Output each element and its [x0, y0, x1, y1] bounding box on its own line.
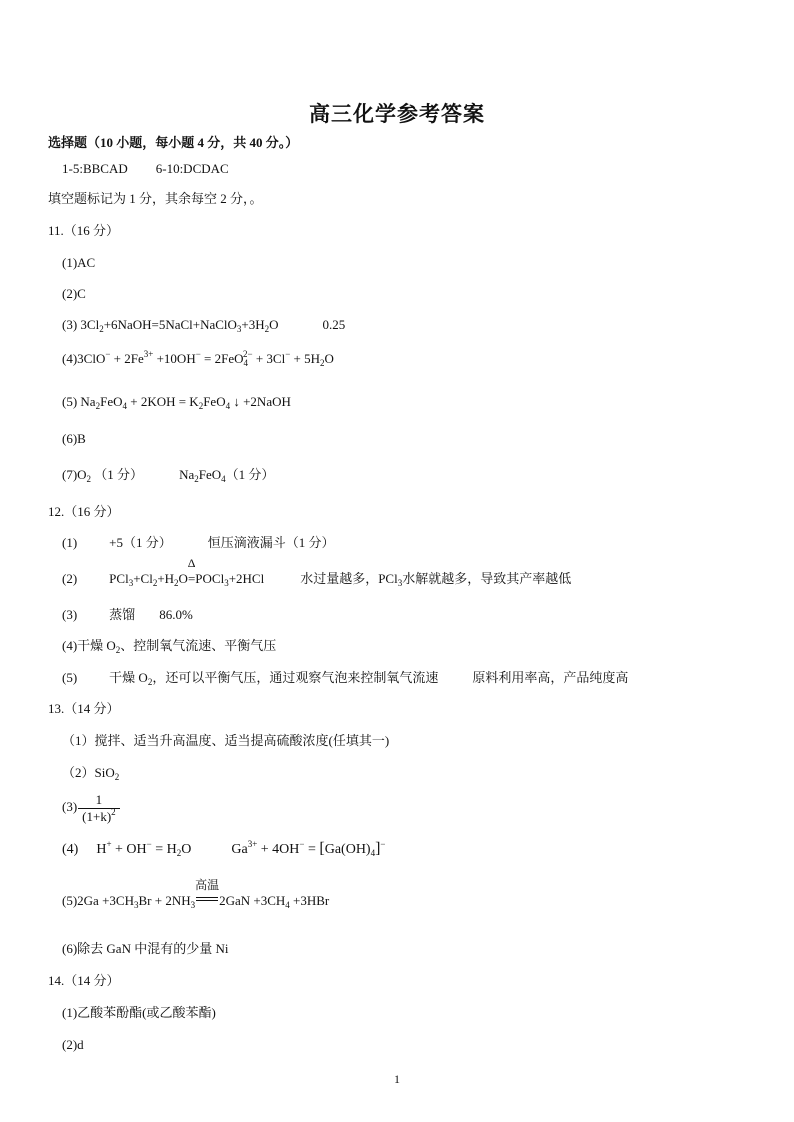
- q12-answer-2-text-b: 水解就越多，导致其产率越低: [402, 571, 572, 586]
- q12-answer-4-text-a: (4)干燥 O: [62, 638, 116, 653]
- choice-answers: [62, 160, 229, 178]
- q11-answer-3-label: (3): [62, 317, 78, 332]
- scoring-note: 填空题标记为 1 分，其余每空 2 分，。: [48, 191, 263, 206]
- q11-answer-7-label: (7)O: [62, 467, 87, 482]
- q11-header: 11.（16 分）: [48, 223, 120, 238]
- q13-fraction-denominator: (1+k): [82, 808, 112, 824]
- q13-answer-6: (6)除去 GaN 中混有的少量 Ni: [62, 941, 229, 956]
- q12-answer-1-value-2: 恒压滴液漏斗（1 分）: [207, 535, 335, 550]
- q11-answer-1: (1)AC: [62, 255, 96, 270]
- q12-answer-2: (2) $PCl_3+Cl_2+H_2O=$ Δ POCl$_3$+2HCl 水过量越多，PCl$_3$水解就越多，导致其产率越低: [62, 556, 572, 588]
- q14-answer-1: (1)乙酸苯酚酯(或乙酸苯酯): [62, 1005, 216, 1020]
- q13-fraction-numerator: 1: [78, 792, 120, 809]
- q12-answer-3-value: 蒸馏: [109, 607, 136, 622]
- q12-answer-2-label: (2): [62, 571, 78, 586]
- q11-answer-4-label: (4): [62, 351, 78, 366]
- q12-answer-2-text-a: 水过量越多，PCl: [300, 571, 398, 586]
- page-title: 高三化学参考答案: [309, 102, 485, 126]
- q12-answer-5: (5) 干燥 $O_2$，还可以平衡气压，通过观察气泡来控制氧气流速 原料利用率高，产品纯度高: [62, 670, 629, 687]
- q13-answer-2: （2）SiO$_2$: [62, 765, 120, 782]
- q14-answer-2: (2)d: [62, 1037, 84, 1052]
- q12-answer-5-text-b: ，还可以平衡气压，通过观察气泡来控制氧气流速: [152, 670, 439, 685]
- q13-answer-5: $(5)2Ga +3CH_3Br + 2NH_3$ 高温 $2GaN +3CH_4 +3HBr$: [62, 878, 330, 910]
- q12-answer-4-text-b: 、控制氧气流速、平衡气压: [120, 638, 277, 653]
- choice-answers-6-10: 6-10:DCDAC: [155, 161, 229, 176]
- q12-answer-1-value: +5（1 分）: [109, 535, 172, 550]
- q13-answer-3-label: (3): [62, 799, 78, 814]
- q12-answer-5-text-a: 干燥 O: [109, 670, 148, 685]
- q12-answer-3: [62, 606, 193, 624]
- q11-answer-6: (6)B: [62, 431, 86, 446]
- q12-answer-3-label: (3): [62, 607, 78, 622]
- q12-answer-5-text-c: 原料利用率高，产品纯度高: [472, 670, 629, 685]
- q12-answer-5-label: (5): [62, 670, 78, 685]
- choice-answers-1-5: 1-5:BBCAD: [62, 161, 128, 176]
- q11-answer-3: (3) $3Cl_2+6NaOH=5NaCl+NaClO_3+3H_2O$ 0.25: [62, 317, 346, 334]
- page-number: 1: [394, 1072, 400, 1086]
- q12-header: 12.（16 分）: [48, 504, 120, 519]
- q13-answer-4: (4) $H^+ + OH^- = H_2O$ $Ga^{3+} + 4OH^- = [Ga(OH)_4]^-$: [62, 839, 386, 858]
- q13-fraction: $\frac{1}{(1+k)^2}$: [78, 792, 120, 825]
- q13-answer-2-text: （2）SiO: [62, 765, 115, 780]
- q12-answer-3-value-2: 86.0%: [159, 607, 193, 622]
- q11-answer-7: $(7)O_2$ （1 分） $Na_2FeO_4(1$ 分）: [62, 467, 275, 484]
- q14-header: 14.（14 分）: [48, 973, 120, 988]
- q13-answer-3: [62, 790, 120, 825]
- q12-answer-1-label: (1): [62, 535, 78, 550]
- q11-answer-2: (2)C: [62, 286, 86, 301]
- q11-answer-4: $(4)3ClO^- + 2Fe^{3+} +10OH^- = 2FeO_4^{2-} + 3Cl^- + 5H_2O$: [62, 349, 334, 368]
- q11-answer-5: (5) $Na_2FeO_4 + 2KOH = K_2FeO_4$ ↓ +2NaOH: [62, 394, 291, 411]
- q13-answer-5-label: (5): [62, 893, 78, 908]
- q12-answer-4: (4)干燥 $O_2$、控制氧气流速、平衡气压: [62, 638, 277, 655]
- q13-header: 13.（14 分）: [48, 701, 120, 716]
- q12-reaction-condition: Δ: [187, 556, 196, 570]
- q12-answer-1: [62, 534, 335, 552]
- q13-answer-1: （1）搅拌、适当升高温度、适当提高硫酸浓度(任填其一): [62, 733, 390, 748]
- q11-answer-5-label: (5): [62, 394, 78, 409]
- q11-answer-7-score-1: （1 分）: [94, 467, 144, 482]
- q13-answer-4-label: (4): [62, 842, 79, 857]
- q13-reaction-condition: 高温: [195, 878, 220, 892]
- choice-header: 选择题（10 小题，每小题 4 分，共 40 分。）: [48, 135, 299, 150]
- q11-answer-3-value: 0.25: [322, 317, 346, 332]
- q11-answer-7-score-2: （1 分）: [225, 467, 275, 482]
